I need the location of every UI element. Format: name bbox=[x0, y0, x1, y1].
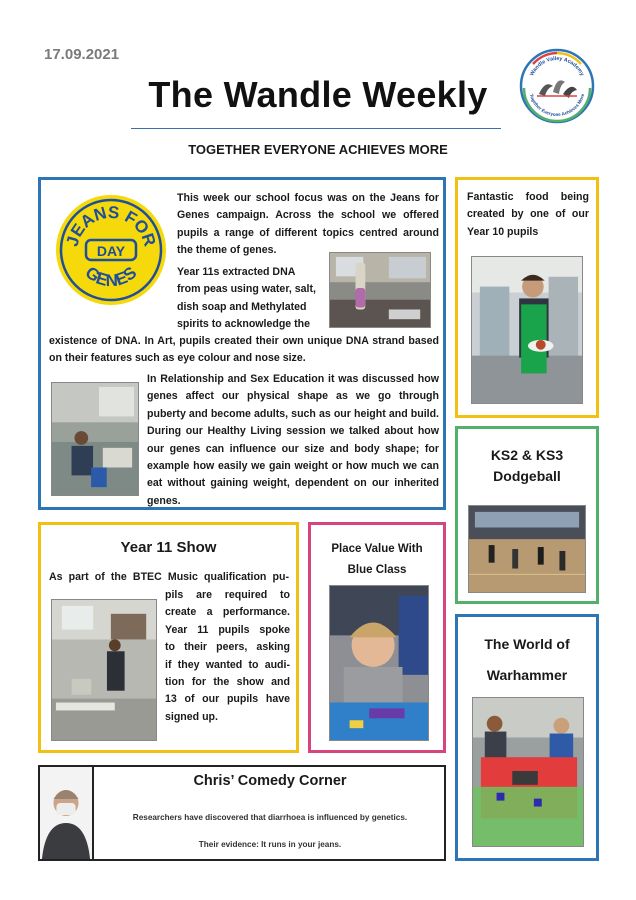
food-photo bbox=[471, 256, 583, 404]
place-value-title-line: Blue Class bbox=[347, 564, 407, 576]
year11-show-photo bbox=[51, 599, 157, 741]
logo-arc-top: Wandle Valley Academy bbox=[529, 55, 585, 78]
dna-line: Year 11s extracted DNA bbox=[177, 266, 296, 278]
warhammer-panel bbox=[455, 614, 599, 861]
comedy-author-photo bbox=[40, 767, 94, 859]
place-value-photo bbox=[329, 585, 429, 741]
jeans-intro-paragraph: This week our school focus was on the Jeans for Genes campaign. Across the school we offered pupils a range of different topics centred around the theme of genes. bbox=[177, 192, 439, 257]
show-line: pils are required to bbox=[165, 589, 290, 601]
jeans-for-genes-badge bbox=[55, 194, 167, 306]
warhammer-photo bbox=[472, 697, 584, 847]
school-logo bbox=[519, 48, 595, 124]
show-line: 13 of our pupils have bbox=[165, 693, 290, 706]
comedy-joke-line-1: Researchers have discovered that diarrhoea is influenced by genetics. bbox=[132, 813, 408, 822]
newsletter-title: The Wandle Weekly bbox=[148, 74, 488, 115]
logo-arc-bottom: Together Everyone Achieves More bbox=[528, 93, 586, 118]
badge-bottom-text: GENES bbox=[81, 262, 141, 291]
food-caption-line: Fantastic food being bbox=[467, 191, 589, 203]
show-line: create a performance. bbox=[165, 606, 290, 619]
year11-show-title: Year 11 Show bbox=[120, 539, 217, 556]
year11-show-lines bbox=[165, 587, 290, 726]
place-value-title-line: Place Value With bbox=[331, 543, 423, 555]
dodgeball-title bbox=[458, 445, 596, 487]
year11-show-panel bbox=[38, 522, 299, 753]
jeans-for-genes-panel bbox=[38, 177, 446, 510]
food-caption-line: Year 10 pupils bbox=[467, 225, 539, 238]
dna-paragraph-rest: existence of DNA. In Art, pupils created their own unique DNA strand based on their features such as eye colour and nose size. bbox=[49, 335, 439, 365]
dna-paragraph-lines bbox=[177, 264, 319, 334]
food-caption-line: created by one of our bbox=[467, 208, 589, 221]
rse-paragraph: In Relationship and Sex Education it was discussed how genes affect our physical shape as we go through puberty and become adults, such as our height and build. During our Healthy Living session we talked about how our genes can influence our size and body shape; for example how easily we gain weight or how much we can eat without gaining weight, dependent on our inherited genes. bbox=[147, 373, 439, 507]
dodgeball-photo bbox=[468, 505, 586, 593]
place-value-title bbox=[311, 539, 443, 581]
show-line: if they wanted to audi- bbox=[165, 658, 290, 671]
dna-line: from peas using water, salt, bbox=[177, 283, 316, 296]
dodgeball-panel bbox=[455, 426, 599, 604]
school-motto: TOGETHER EVERYONE ACHIEVES MORE bbox=[188, 142, 448, 157]
place-value-panel bbox=[308, 522, 446, 753]
dna-line: spirits to acknowledge the bbox=[177, 318, 311, 331]
rse-lesson-photo bbox=[51, 382, 139, 496]
comedy-corner-panel bbox=[38, 765, 446, 861]
comedy-joke-line-2: Their evidence: It runs in your jeans. bbox=[198, 840, 342, 849]
title-divider bbox=[131, 128, 501, 129]
food-caption bbox=[467, 189, 589, 241]
comedy-title: Chris’ Comedy Corner bbox=[193, 773, 347, 789]
show-line: to their peers, asking bbox=[165, 641, 290, 654]
show-line: Year 11 pupils spoke bbox=[165, 623, 290, 636]
food-panel bbox=[455, 177, 599, 418]
show-line: tion for the show and bbox=[165, 676, 290, 689]
dna-line: dish soap and Methylated bbox=[177, 300, 307, 313]
year11-show-intro: As part of the BTEC Music qualification pu- bbox=[49, 571, 289, 583]
show-line: signed up. bbox=[165, 710, 218, 723]
warhammer-title-line: Warhammer bbox=[486, 667, 568, 683]
dodgeball-title-line: KS2 & KS3 bbox=[490, 447, 564, 463]
dodgeball-title-line: Dodgeball bbox=[493, 468, 561, 484]
warhammer-title bbox=[458, 629, 596, 691]
issue-date: 17.09.2021 bbox=[44, 46, 120, 63]
badge-middle-text: DAY bbox=[96, 243, 126, 259]
dna-extraction-photo bbox=[329, 252, 431, 328]
warhammer-title-line: The World of bbox=[484, 636, 570, 652]
badge-top-text: JEANS FOR bbox=[62, 202, 160, 249]
